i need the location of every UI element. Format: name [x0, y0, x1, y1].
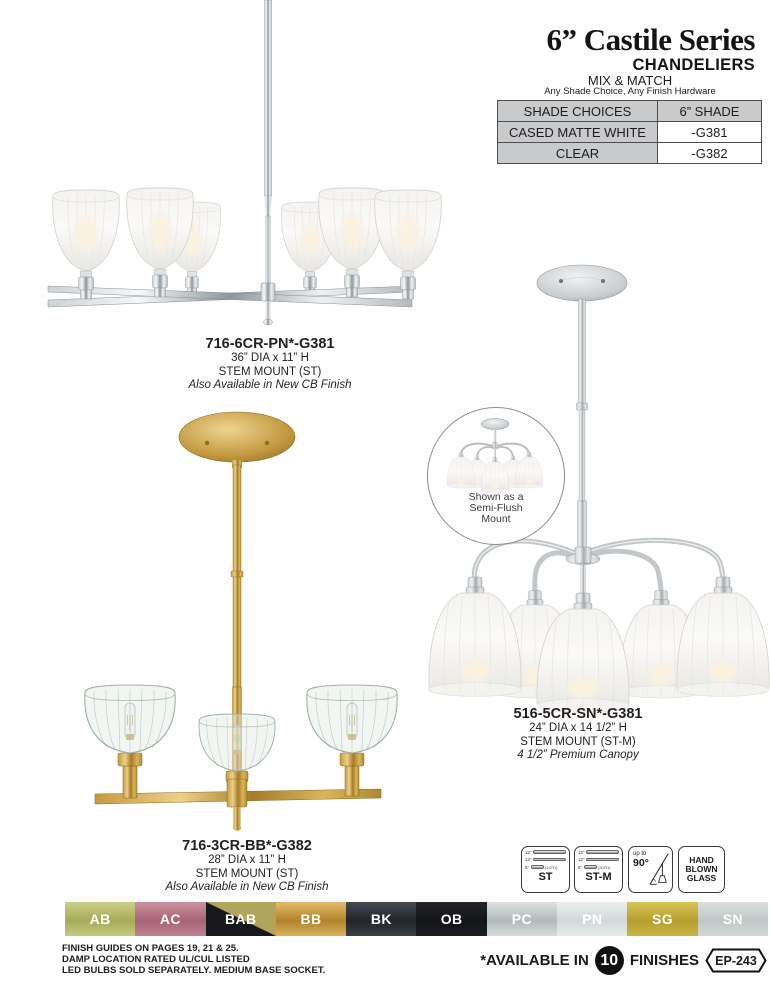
footnote-line: DAMP LOCATION RATED UL/CUL LISTED — [62, 953, 250, 965]
page-subtitle: CHANDELIERS — [632, 56, 755, 74]
sloped-ceiling-icon — [628, 846, 673, 893]
product-note: 4 1/2” Premium Canopy — [517, 749, 639, 761]
stem-length-label: 12” — [578, 857, 585, 862]
inset-caption-line: Mount — [481, 513, 511, 525]
shade-label: CASED MATTE WHITE — [498, 122, 658, 143]
inset-caption-line: Shown as a — [468, 491, 524, 503]
table-header-row — [498, 101, 762, 122]
finish-swatch-bk: BK — [346, 902, 416, 936]
stem-length-row — [575, 850, 622, 855]
footnotes — [62, 944, 325, 976]
finish-swatch-bb: BB — [276, 902, 346, 936]
sloped-ceiling-diagram — [649, 849, 670, 889]
glass-label-line: HAND — [689, 855, 714, 865]
product-3-info — [428, 706, 728, 763]
finish-swatch-bab: BAB — [206, 902, 276, 936]
product-note: Also Available in New CB Finish — [188, 379, 352, 391]
tilt-pre-label: up to — [633, 851, 647, 857]
finish-swatch-ob: OB — [416, 902, 486, 936]
stem-diameter-label: (1/2”D) — [545, 864, 558, 870]
inset-caption-line: Semi-Flush — [469, 502, 523, 514]
footnote-line: LED BULBS SOLD SEPARATELY. MEDIUM BASE SOCKET. — [62, 964, 326, 976]
shade-choices-table — [497, 100, 762, 164]
col-header-6in-shade: 6” SHADE — [658, 101, 762, 122]
footnote-line: FINISH GUIDES ON PAGES 19, 21 & 25. — [62, 943, 239, 954]
product-sku: 716-3CR-BB*-G382 — [182, 838, 312, 854]
stem-mount-stm-icon — [574, 846, 623, 893]
stem-rod-icon — [586, 850, 619, 854]
inset-caption — [428, 492, 564, 525]
product-mount: STEM MOUNT (ST) — [218, 365, 322, 378]
stem-length-row — [522, 850, 569, 855]
product-2-info — [97, 838, 397, 895]
shade-label: CLEAR — [498, 143, 658, 164]
finish-swatch-bar — [65, 902, 768, 936]
col-header-shade-choices: SHADE CHOICES — [498, 101, 658, 122]
glass-label-line: BLOWN — [685, 864, 718, 874]
tilt-text — [631, 849, 649, 890]
shade-code: -G381 — [658, 122, 762, 143]
availability-note — [480, 946, 767, 975]
stem-length-row — [575, 865, 622, 870]
finish-swatch-pn: PN — [557, 902, 627, 936]
product-mount: STEM MOUNT (ST-M) — [520, 735, 636, 748]
finish-swatch-pc: PC — [487, 902, 557, 936]
stem-mount-st-icon — [521, 846, 570, 893]
product-1-info — [120, 336, 420, 393]
finish-count-badge: 10 — [595, 946, 624, 975]
stem-length-label: 6” — [525, 864, 530, 870]
page-code: EP-243 — [715, 953, 757, 968]
available-suffix: FINISHES — [629, 952, 699, 969]
stem-length-row — [522, 865, 569, 870]
available-prefix: *AVAILABLE IN — [480, 952, 589, 969]
product-2-image — [55, 403, 395, 833]
semi-flush-inset — [427, 407, 565, 545]
stem-diameter-label: (3/4”D) — [598, 864, 611, 870]
stem-rod-icon — [586, 858, 619, 862]
product-note: Also Available in New CB Finish — [165, 881, 329, 893]
finish-swatch-sg: SG — [627, 902, 697, 936]
shade-code: -G382 — [658, 143, 762, 164]
stem-length-label: 12” — [578, 849, 585, 855]
stem-length-row — [522, 857, 569, 862]
page-title: 6” Castile Series — [546, 22, 755, 57]
product-1-image — [40, 0, 420, 334]
stem-rod-icon — [584, 865, 597, 869]
tilt-degree-label: 90° — [633, 857, 649, 869]
stem-length-row — [575, 857, 622, 862]
hand-blown-glass-icon — [678, 846, 725, 893]
finish-swatch-sn: SN — [698, 902, 768, 936]
product-sku: 516-5CR-SN*-G381 — [513, 706, 643, 722]
finish-swatch-ab: AB — [65, 902, 135, 936]
table-row — [498, 143, 762, 164]
page-number-badge — [705, 948, 767, 973]
mount-code-label: ST-M — [585, 871, 612, 883]
mount-code-label: ST — [538, 871, 553, 883]
product-mount: STEM MOUNT (ST) — [195, 867, 299, 880]
stem-rod-icon — [531, 865, 544, 869]
mix-and-match-note — [497, 75, 763, 97]
finish-swatch-ac: AC — [135, 902, 205, 936]
stem-length-label: 12” — [525, 857, 532, 862]
table-row — [498, 122, 762, 143]
glass-label-line: GLASS — [686, 873, 717, 883]
product-dimensions: 28” DIA x 11” H — [208, 854, 286, 866]
mix-match-subtitle: Any Shade Choice, Any Finish Hardware — [544, 86, 716, 97]
product-dimensions: 36” DIA x 11” H — [231, 352, 309, 364]
stem-rod-icon — [533, 850, 566, 854]
stem-length-label: 12” — [525, 849, 532, 855]
mix-match-title: MIX & MATCH — [587, 73, 673, 88]
product-sku: 716-6CR-PN*-G381 — [205, 336, 335, 352]
product-dimensions: 24” DIA x 14 1/2” H — [529, 722, 627, 734]
stem-rod-icon — [533, 858, 566, 862]
stem-length-label: 6” — [578, 864, 583, 870]
